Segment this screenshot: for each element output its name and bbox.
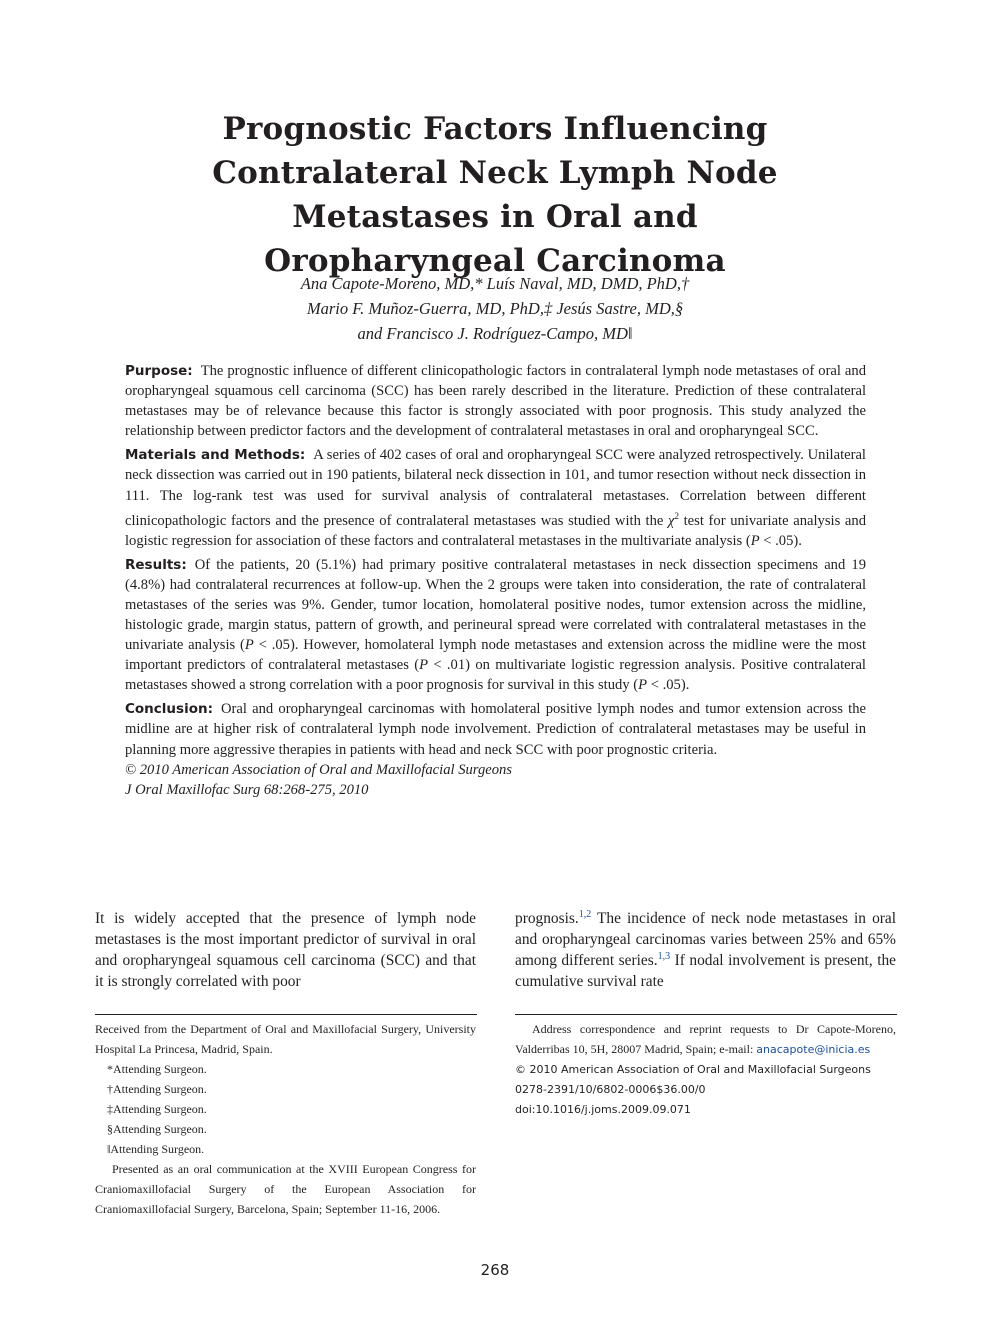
body-paragraph [515,908,896,992]
purpose-label: Purpose: [125,363,193,379]
conclusion-text: Oral and oropharyngeal carcinomas with homolateral positive lymph nodes and tumor extension across the midline are at higher risk of contralateral lymph node involvement. Prediction of contralateral metastases may be useful in planning more aggressive therapies in patients with head and neck SCC with poor prognostic criteria. [125,701,866,758]
body-text: prognosis. [515,910,579,927]
email-link[interactable]: anacapote@inicia.es [756,1043,871,1056]
body-text: The incidence of neck node metastases in oral and oropharyngeal carcinomas varies between 25% and 65% among different series. [515,910,896,969]
results-label: Results: [125,556,187,573]
copyright-note: © 2010 American Association of Oral and Maxillofacial Surgeons [515,1063,871,1076]
p-value-symbol: P [244,637,254,654]
title-line: Oropharyngeal Carcinoma [264,242,726,279]
author-line: and Francisco J. Rodríguez-Campo, MD‖ [357,324,633,343]
address-text: Address correspondence and reprint requests to Dr Capote-Moreno, Valderribas 10, 5H, 28007 Madrid, Spain; e-mail: [515,1022,896,1056]
affiliation-note: *Attending Surgeon. [107,1062,207,1076]
affiliation-note: §Attending Surgeon. [107,1122,207,1136]
abstract [125,361,866,800]
reference-link[interactable]: 1,2 [578,908,592,920]
methods-text: < .05). [759,532,802,549]
body-paragraph: It is widely accepted that the presence of lymph node metastases is the most important predictor of survival in oral and oropharyngeal squamous cell carcinoma (SCC) and that it is strongly correlated with poor [95,910,476,990]
abstract-purpose [125,361,866,441]
author-line: Ana Capote-Moreno, MD,* Luís Naval, MD, DMD, PhD,† [300,274,690,293]
methods-label: Materials and Methods: [125,447,306,464]
chi-exponent: 2 [674,510,679,521]
p-value-symbol: P [750,532,760,549]
results-text: Of the patients, 20 (5.1%) had primary positive contralateral metastases in neck dissection specimens and 19 (4.8%) had contralateral recurrences at follow-up. When the 2 groups were taken into consideration, the rate of contralateral metastases of the series was 9%. Gender, tumor location, homolateral positive nodes, tumor extension across the midline, histologic grade, margin status, pattern of growth, and perineural spread were correlated with contralateral metastases in the univariate analysis ( [125,556,866,654]
body-text: If nodal involvement is present, the cumulative survival rate [515,952,897,990]
body-column-right [515,908,896,992]
footnote-divider [515,1014,897,1015]
author-list [120,271,870,346]
results-text: < .01) on multivariate logistic regression analysis. Positive contralateral metastases showed a strong correlation with a poor prognosis for survival in this study ( [125,657,866,694]
abstract-conclusion [125,699,866,759]
title-line: Metastases in Oral and [292,198,698,235]
abstract-copyright: © 2010 American Association of Oral and Maxillofacial Surgeons [125,761,512,778]
page-number: 268 [480,1261,510,1279]
presented-note: Presented as an oral communication at the XVIII European Congress for Craniomaxillofacial Surgery of the European Association for Craniomaxillofacial Surgery, Barcelona, Spain; September 11-16, 2006. [95,1162,476,1216]
affiliation-note: †Attending Surgeon. [107,1082,207,1096]
methods-text: test for univariate analysis and logistic regression for association of these factors and contralateral metastases in the multivariate analysis ( [125,512,866,549]
footnotes-left [95,1019,476,1219]
abstract-methods [125,445,866,550]
correspondence-note [515,1019,896,1060]
footnote-divider [95,1014,477,1015]
results-text: < .05). However, homolateral lymph node metastases and extension across the midline were the most important predictors of contralateral metastases ( [125,637,866,674]
p-value-symbol: P [638,677,648,694]
purpose-text: The prognostic influence of different clinicopathologic factors in contralateral lymph node metastases of oral and oropharyngeal squamous cell carcinoma (SCC) has been rarely described in the literature. Prediction of these contralateral metastases may be of relevance because this factor is strongly associated with poor prognosis. This study analyzed the relationship between predictor factors and the development of contralateral metastases in oral and oropharyngeal SCC. [125,363,866,440]
body-column-left [95,908,476,992]
p-value-symbol: P [419,657,429,674]
reference-link[interactable]: 1,3 [657,950,671,962]
footnotes-right [515,1019,896,1120]
affiliation-note: ‡Attending Surgeon. [107,1102,207,1116]
received-note: Received from the Department of Oral and Maxillofacial Surgery, University Hospital La Princesa, Madrid, Spain. [95,1022,476,1056]
conclusion-label: Conclusion: [125,701,213,718]
results-text: < .05). [647,677,690,694]
article-title [120,107,870,283]
affiliation-note: ‖Attending Surgeon. [107,1142,205,1156]
author-line: Mario F. Muñoz-Guerra, MD, PhD,‡ Jesús Sastre, MD,§ [306,299,684,318]
methods-text: A series of 402 cases of oral and oropharyngeal SCC were analyzed retrospectively. Unilateral neck dissection was carried out in 190 patients, bilateral neck dissection in 101, and tumor resection without neck dissection in 111. The log-rank test was used for survival analysis of contralateral metastases. Correlation between different clinicopathologic factors and the presence of contralateral metastases was studied with the [125,447,866,529]
doi-note: doi:10.1016/j.joms.2009.09.071 [515,1103,691,1116]
journal-citation: J Oral Maxillofac Surg 68:268-275, 2010 [125,781,369,798]
title-line: Contralateral Neck Lymph Node [212,154,778,191]
abstract-results [125,555,866,696]
issn-note: 0278-2391/10/6802-0006$36.00/0 [515,1083,706,1096]
title-line: Prognostic Factors Influencing [222,110,768,147]
chi-symbol: χ [668,512,675,529]
